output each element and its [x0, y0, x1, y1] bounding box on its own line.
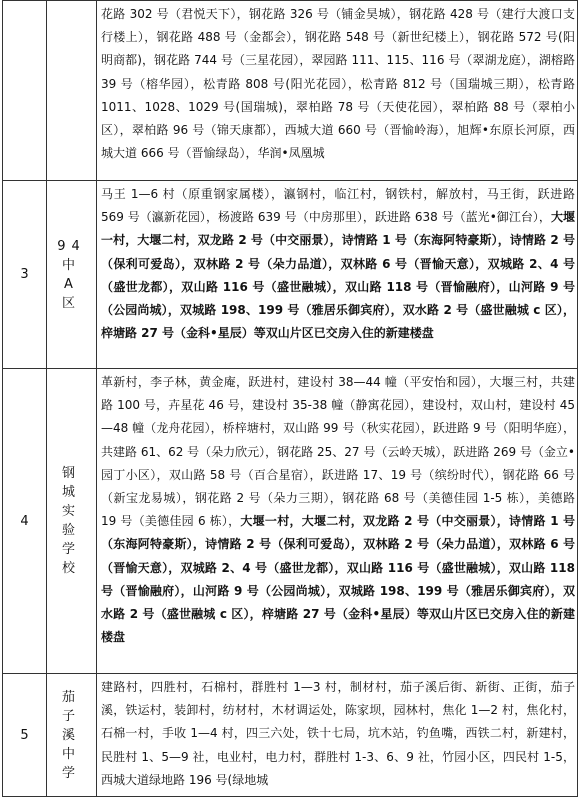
- area-text: 革新村，李子林，黄金庵，跃进村，建设村 38—44 幢（平安怡和园），大堰三村，共建路 100 号，卉星花 46 号，建设村 35-38 幢（静寓花园），建设村，双山村，建设村 45—48 幢（龙舟花园），桥梓塘村，双山路 99 号（秋实花园），跃进路 9 号（阳明华庭），共建路 61、62 号（朵力欣元），钢花路 25、27 号（云岭天城），跃进路 269 号（金立•园丁小区），双山路 58 号（百合星宿），跃进路 17、19 号（缤纷时代），钢花路 66 号（新宝龙易城），钢花路 2 号（朵力三期），钢花路 68 号（美德佳园 1-5 栋），美德路 19 号（美德佳园 6 栋），: [101, 375, 575, 529]
- area-text-bold: 大堰一村，大堰二村，双龙路 2 号（中交丽景），诗情路 1 号（东海阿特豪斯），诗情路 2 号（保利可爱岛），双林路 2 号（朵力品道），双林路 6 号（晋愉天意），双城路 2、4 号（盛世龙都），双山路 116 号（盛世融城），双山路 118 号（晋愉融府），山河路 9 号（公园尚城），双城路 198、199 号（雅居乐御宾府），双水路 2 号（盛世融城 c 区），梓塘路 27 号（金科•星辰）等双山片区已交房入住的新建楼盘: [101, 210, 575, 341]
- enrollment-area: [97, 181, 578, 369]
- enrollment-area: 花路 302 号（君悦天下），钢花路 326 号（铺金昊城），钢花路 428 号（建行大渡口支行楼上），钢花路 488 号（金都会），钢花路 548 号（新世纪楼上），钢花路 572 号(阳明商都)，钢花路 744 号（三星花园），翠园路 111、115、116 号（翠湖龙庭），湖榕路 39 号（榕华园），松青路 808 号(阳光花园），松青路 812 号（国瑞城三期），松青路 1011、1028、1029 号(国瑞城)，翠柏路 78 号（天使花园），翠柏路 88 号（翠柏小区），翠柏路 96 号（锦天康都），西城大道 660 号（晋愉岭海），旭辉•东原长河原，西城大道 666 号（晋愉绿岛），华润•凤凰城: [97, 1, 578, 181]
- school-name: [47, 1, 97, 181]
- school-name-cell: [47, 369, 97, 674]
- row-number: 3: [3, 181, 47, 369]
- school-name: 94 中 A 区: [57, 238, 86, 311]
- enrollment-area: 建路村，四胜村，石棉村，群胜村 1—3 村，制材村，茄子溪后街、新街、正街，茄子溪，铁运村，装卸村，纺材村，木材调运处，陈家坝，园林村，焦化 1—2 村，焦化村，石棉一村，手收 1—4 村，四三六处，铁十七局，坑木站，钓鱼嘴，西铁二村，新建村，民胜村 1、5—9 社，电业村，电力村，群胜村 1-3、6、9 社，竹园小区，四民村 1-5，西城大道绿地路 196 号(绿地城: [97, 674, 578, 797]
- enrollment-area: [97, 369, 578, 674]
- school-name: 茄子溪中学: [61, 689, 81, 781]
- table-row: [3, 369, 578, 674]
- table-row: [3, 1, 578, 181]
- row-number: 4: [3, 369, 47, 674]
- table-row: [3, 181, 578, 369]
- school-district-table: [2, 0, 578, 797]
- area-text: 马王 1—6 村（原重钢家属楼），瀛钢村，临江村，钢铁村，解放村，马王街，跃进路 569 号（瀛新花园），杨渡路 639 号（中房那里），跃进路 638 号（蓝光•御江台），: [101, 187, 575, 225]
- school-name: 钢城实验学校: [61, 466, 81, 576]
- area-text-bold: 大堰一村，大堰二村，双龙路 2 号（中交丽景），诗情路 1 号（东海阿特豪斯），诗情路 2 号（保利可爱岛），双林路 2 号（朵力品道），双林路 6 号（晋愉天意），双城路 2、4 号（盛世龙都），双山路 116 号（盛世融城），双山路 118 号（晋愉融府），山河路 9 号（公园尚城），双城路 198、199 号（雅居乐御宾府），双水路 2 号（盛世融城 c 区），梓塘路 27 号（金科•星辰）等双山片区已交房入住的新建楼盘: [101, 514, 575, 645]
- school-name-cell: [47, 674, 97, 797]
- row-number: 5: [3, 674, 47, 797]
- row-number: [3, 1, 47, 181]
- table-row: [3, 674, 578, 797]
- school-name-cell: [47, 181, 97, 369]
